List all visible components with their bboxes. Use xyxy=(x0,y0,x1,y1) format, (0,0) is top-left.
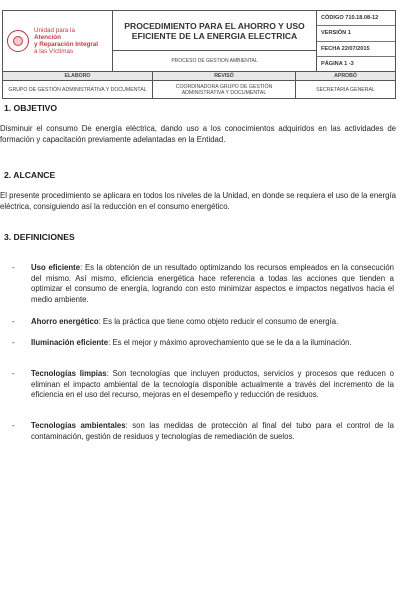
definition-item xyxy=(12,263,394,305)
date-field: FECHA 22/07/2015 xyxy=(317,42,395,57)
logo-line-3: a las Víctimas xyxy=(34,48,74,55)
name-reviso: COORDINADORA GRUPO DE GESTIÓN ADMINISTRATIVA Y DOCUMENTAL xyxy=(153,81,296,98)
section-heading-objetivo: 1. OBJETIVO xyxy=(4,103,58,113)
logo-cell xyxy=(3,11,113,71)
definition-item xyxy=(12,369,394,401)
role-elaboro: ELABORO xyxy=(3,72,153,80)
definition-item xyxy=(12,338,394,349)
title-cell xyxy=(113,11,317,71)
definition-term: Iluminación eficiente xyxy=(31,338,109,347)
definition-item xyxy=(12,421,394,442)
list-dash: - xyxy=(12,263,15,272)
definition-text: : son las medidas de protección al final del tubo para el control de la contaminación, gestión de residuos y tecnologías de remediación de suelos. xyxy=(31,421,394,441)
code-field: CÓDIGO 710.18.08-12 xyxy=(317,11,395,26)
definition-text: : Es el mejor y máximo aprovechamiento que se le da a la iluminación. xyxy=(108,338,352,347)
approval-roles-row xyxy=(3,72,395,81)
role-aprobo: APROBÓ xyxy=(296,72,395,80)
process-name: PROCESO DE GESTION AMBIENTAL xyxy=(171,58,258,64)
definition-term: Tecnologías ambientales xyxy=(31,421,126,430)
document-title: PROCEDIMIENTO PARA EL AHORRO Y USO EFICIENTE DE LA ENERGIA ELECTRICA xyxy=(113,11,316,51)
name-aprobo: SECRETARIA GENERAL xyxy=(316,86,375,93)
definition-term: Uso eficiente xyxy=(31,263,81,272)
logo-line-2: y Reparación Integral xyxy=(34,41,99,48)
list-dash: - xyxy=(12,369,15,378)
coat-of-arms-icon xyxy=(7,30,29,52)
metadata-cell xyxy=(317,11,395,71)
definition-text: : Es la práctica que tiene como objeto reducir el consumo de energía. xyxy=(98,317,339,326)
definition-term: Ahorro energético xyxy=(31,317,99,326)
list-dash: - xyxy=(12,338,15,347)
unidad-logo-text xyxy=(34,27,98,55)
section-heading-alcance: 2. ALCANCE xyxy=(4,170,56,180)
definition-item xyxy=(12,317,394,328)
alcance-paragraph: El presente procedimiento se aplicara en todos los niveles de la Unidad, en donde se requiera el uso de la energía eléctrica, consiguiendo así la reducción en el consumo energético. xyxy=(0,191,396,211)
logo-line-1a: Unidad para la xyxy=(34,27,75,34)
section-heading-definiciones: 3. DEFINICIONES xyxy=(4,232,75,242)
name-elaboro: GRUPO DE GESTIÓN ADMINISTRATIVA Y DOCUMENTAL xyxy=(3,81,153,98)
approval-names-row xyxy=(3,81,395,98)
header-top-row xyxy=(3,11,395,72)
list-dash: - xyxy=(12,317,15,326)
role-reviso: REVISÓ xyxy=(153,72,296,80)
definition-text: : Son tecnologías que incluyen productos, servicios y procesos que reducen o eliminan el impacto ambiental de la tecnología disponible actualmente a través del incremento de la eficiencia en el uso del recurso, mejoras en el desempeño y reducción de residuos. xyxy=(31,369,394,399)
document-header-table xyxy=(2,10,396,99)
definition-text: : Es la obtención de un resultado optimizando los recursos empleados en la consecución del mismo. Así mismo, eficiencia energética hace referencia a todas las acciones que tienden a optimizar el consumo de energía, logrando con esto minimizar aspectos e impactos negativos hacia el medio ambiente. xyxy=(31,263,394,304)
objetivo-paragraph: Disminuir el consumo De energía eléctrica, dando uso a los conocimientos adquiridos en las actividades de formación y capacitación previamente adelantadas en la Entidad. xyxy=(0,124,396,144)
logo-line-1b: Atención xyxy=(34,34,61,41)
list-dash: - xyxy=(12,421,15,430)
version-field: VERSIÓN 1 xyxy=(317,26,395,41)
page-field: PÁGINA 1 -3 xyxy=(321,60,354,67)
definition-term: Tecnologías limpias xyxy=(31,369,107,378)
